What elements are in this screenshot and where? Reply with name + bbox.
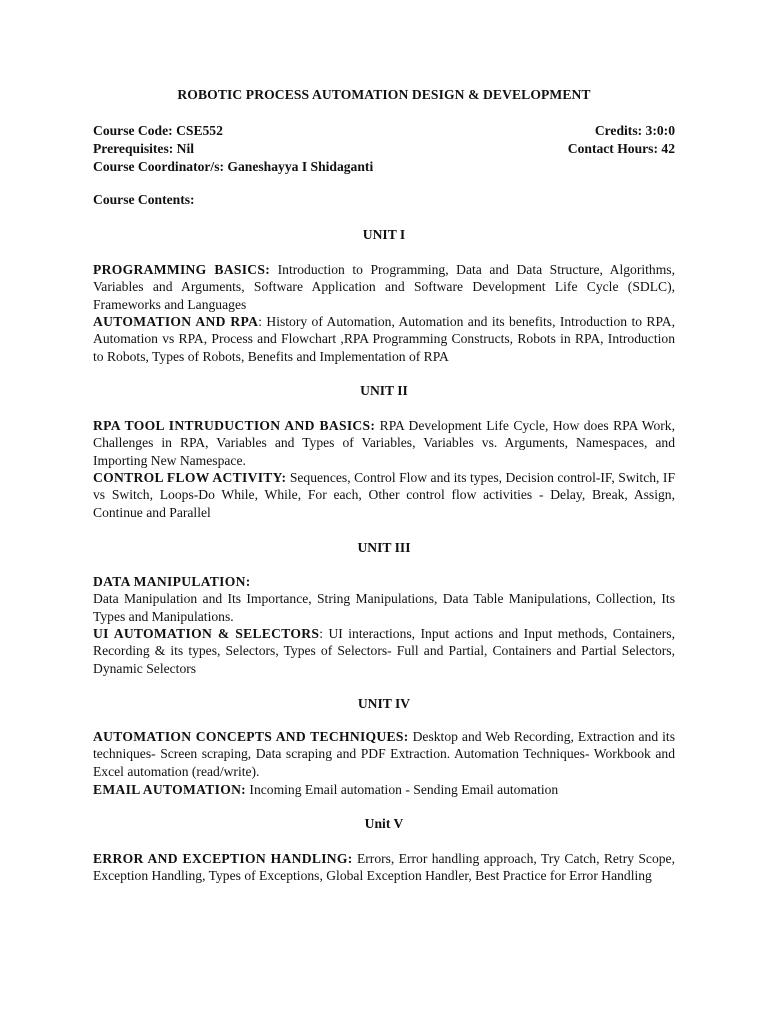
contact-hours: Contact Hours: 42 [567,141,675,156]
unit-topic [93,573,675,625]
course-contents-label: Course Contents: [93,192,195,207]
unit-heading: UNIT III [357,540,411,555]
topic-title: AUTOMATION CONCEPTS AND TECHNIQUES: [93,729,409,744]
unit-heading: UNIT I [362,227,406,242]
topic-text: Data Manipulation and Its Importance, String Manipulations, Data Table Manipulations, Collection, Its Types and Manipulations. [93,591,675,624]
topic-text: Errors, Error handling approach, Try Catch, Retry Scope, Exception Handling, Types of Exceptions, Global Exception Handler, Best Practice for Error Handling [93,851,675,884]
unit-topic [93,728,675,780]
unit-topic [93,313,675,365]
topic-title: UI AUTOMATION & SELECTORS [93,626,320,641]
course-meta [93,122,675,176]
topic-title: PROGRAMMING BASICS: [93,262,271,277]
unit-heading: UNIT II [360,383,408,398]
topic-text: Incoming Email automation - Sending Email automation [246,782,559,797]
course-code: Course Code: CSE552 [93,123,223,138]
unit-heading: Unit V [364,816,404,831]
page-title: ROBOTIC PROCESS AUTOMATION DESIGN & DEVELOPMENT [177,87,591,102]
topic-title: RPA TOOL INTRUDUCTION AND BASICS: [93,418,376,433]
unit-topic [93,850,675,885]
topic-text: Sequences, Control Flow and its types, Decision control-IF, Switch, IF vs Switch, Loops-Do While, While, For each, Other control flow activities - Delay, Break, Assign, Continue and Parallel [93,470,675,520]
unit-topic [93,781,675,798]
prerequisites: Prerequisites: Nil [93,141,195,156]
unit-topic [93,625,675,677]
unit-topic [93,417,675,469]
topic-title: EMAIL AUTOMATION: [93,782,247,797]
topic-text: : UI interactions, Input actions and Input methods, Containers, Recording & its types, Selectors, Types of Selectors- Full and Partial, Containers and Partial Selectors, Dynamic Selectors [93,626,675,676]
topic-title: DATA MANIPULATION: [93,574,251,589]
topic-text: RPA Development Life Cycle, How does RPA Work, Challenges in RPA, Variables and Types of Variables, Variables vs. Arguments, Namespaces, and Importing New Namespace. [93,418,675,468]
course-coordinator: Course Coordinator/s: Ganeshayya I Shidaganti [93,159,374,174]
topic-title: ERROR AND EXCEPTION HANDLING: [93,851,353,866]
topic-text: : History of Automation, Automation and its benefits, Introduction to RPA, Automation vs RPA, Process and Flowchart ,RPA Programming Constructs, Robots in RPA, Introduction to Robots, Types of Robots, Benefits and Implementation of RPA [93,314,675,364]
unit-topic [93,469,675,521]
credits: Credits: 3:0:0 [594,123,675,138]
topic-text: Desktop and Web Recording, Extraction and its techniques- Screen scraping, Data scraping and PDF Extraction. Automation Techniques- Workbook and Excel automation (read/write). [93,729,676,779]
topic-title: CONTROL FLOW ACTIVITY: [93,470,287,485]
topic-text: Introduction to Programming, Data and Data Structure, Algorithms, Variables and Arguments, Software Application and Software Development Life Cycle (SDLC), Frameworks and Languages [93,262,675,312]
unit-heading: UNIT IV [357,696,411,711]
topic-title: AUTOMATION AND RPA [93,314,259,329]
unit-topic [93,261,675,313]
